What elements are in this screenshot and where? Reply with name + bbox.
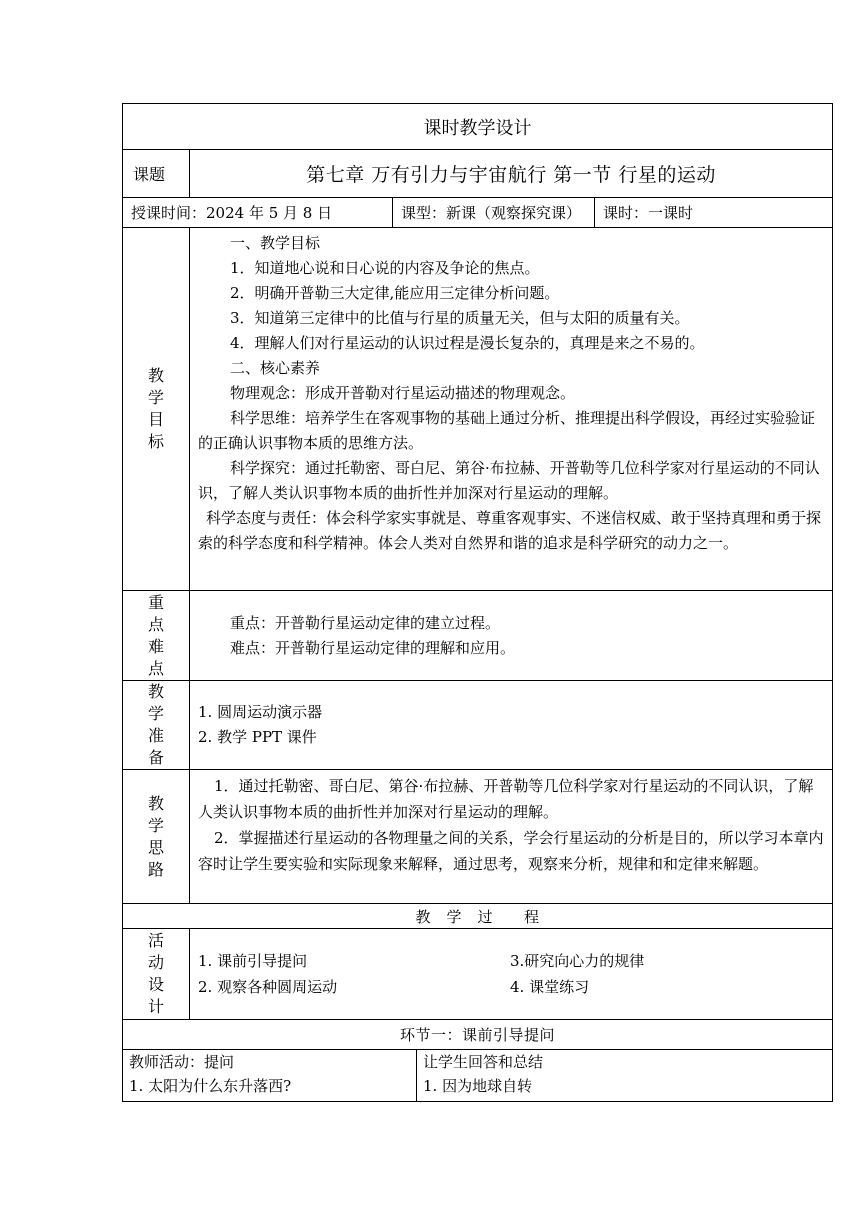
goals-content xyxy=(190,228,833,591)
subject-text: 第七章 万有引力与宇宙航行 第一节 行星的运动 xyxy=(190,150,833,198)
subject-label: 课题 xyxy=(123,150,190,198)
student-activity-title: 让学生回答和总结 xyxy=(423,1053,544,1071)
activity-item: 2. 观察各种圆周运动 xyxy=(198,978,338,996)
literacy-item: 物理观念：形成开普勒对行星运动描述的物理观念。 xyxy=(230,384,576,402)
student-answer: 1. 因为地球自转 xyxy=(423,1077,533,1095)
key-points-content xyxy=(190,591,833,681)
preparation-item: 2. 教学 PPT 课件 xyxy=(198,728,317,746)
literacy-heading: 二、核心素养 xyxy=(230,359,321,377)
goal-item: 4．理解人们对行星运动的认识过程是漫长复杂的，真理是来之不易的。 xyxy=(230,334,705,352)
goals-label: 教 学 目 标 xyxy=(123,228,190,591)
lesson-plan-table xyxy=(122,103,833,1102)
teacher-question: 1. 太阳为什么东升落西? xyxy=(129,1077,292,1095)
literacy-item: 科学态度与责任：体会科学家实事就是、尊重客观事实、不迷信权威、敢于坚持真理和勇于探索的科学态度和科学精神。体会人类对自然界和谐的追求是科学研究的动力之一。 xyxy=(198,509,822,552)
goal-item: 2．明确开普勒三大定律,能应用三定律分析问题。 xyxy=(230,284,560,302)
activities-label: 活 动 设 计 xyxy=(123,929,190,1020)
preparation-label: 教 学 准 备 xyxy=(123,681,190,770)
key-difficulty: 难点：开普勒行星运动定律的理解和应用。 xyxy=(230,638,516,657)
goal-item: 1．知道地心说和日心说的内容及争论的焦点。 xyxy=(230,259,540,277)
document-title: 课时教学设计 xyxy=(123,104,833,150)
literacy-item: 科学思维：培养学生在客观事物的基础上通过分析、推理提出科学假设，再经过实验验证的正确认识事物本质的思维方法。 xyxy=(198,409,816,452)
literacy-item: 科学探究：通过托勒密、哥白尼、第谷·布拉赫、开普勒等几位科学家对行星运动的不同认识，了解人类认识事物本质的曲折性并加深对行星运动的理解。 xyxy=(198,459,820,502)
activity-item: 4. 课堂练习 xyxy=(510,978,590,996)
thinking-label: 教 学 思 路 xyxy=(123,770,190,904)
teacher-activity xyxy=(123,1050,417,1102)
goal-item: 3．知道第三定律中的比值与行星的质量无关，但与太阳的质量有关。 xyxy=(230,309,690,327)
thinking-content xyxy=(190,770,833,904)
activity-item: 1. 课前引导提问 xyxy=(198,952,308,970)
lesson-type: 课型：新课（观察探究课） xyxy=(393,198,595,228)
key-points-label: 重 点 难 点 xyxy=(123,591,190,681)
thinking-paragraph: 1．通过托勒密、哥白尼、第谷·布拉赫、开普勒等几位科学家对行星运动的不同认识，了解人类认识事物本质的曲折性并加深对行星运动的理解。 xyxy=(198,777,814,821)
activities-content xyxy=(190,929,833,1020)
process-heading: 教 学 过 程 xyxy=(123,904,833,929)
teacher-activity-title: 教师活动：提问 xyxy=(129,1053,235,1071)
preparation-item: 1. 圆周运动演示器 xyxy=(198,703,323,721)
goals-heading: 一、教学目标 xyxy=(230,234,321,252)
lesson-hours: 课时：一课时 xyxy=(595,198,833,228)
section1-heading: 环节一：课前引导提问 xyxy=(123,1020,833,1050)
preparation-content xyxy=(190,681,833,770)
student-activity xyxy=(417,1050,833,1102)
teaching-date: 授课时间：2024 年 5 月 8 日 xyxy=(123,198,393,228)
activity-item: 3.研究向心力的规律 xyxy=(510,952,645,970)
key-focus: 重点：开普勒行星运动定律的建立过程。 xyxy=(230,613,501,632)
thinking-paragraph: 2．掌握描述行星运动的各物理量之间的关系，学会行星运动的分析是目的，所以学习本章内容时让学生要实验和实际现象来解释，通过思考，观察来分析，规律和和定律来解题。 xyxy=(198,829,824,873)
